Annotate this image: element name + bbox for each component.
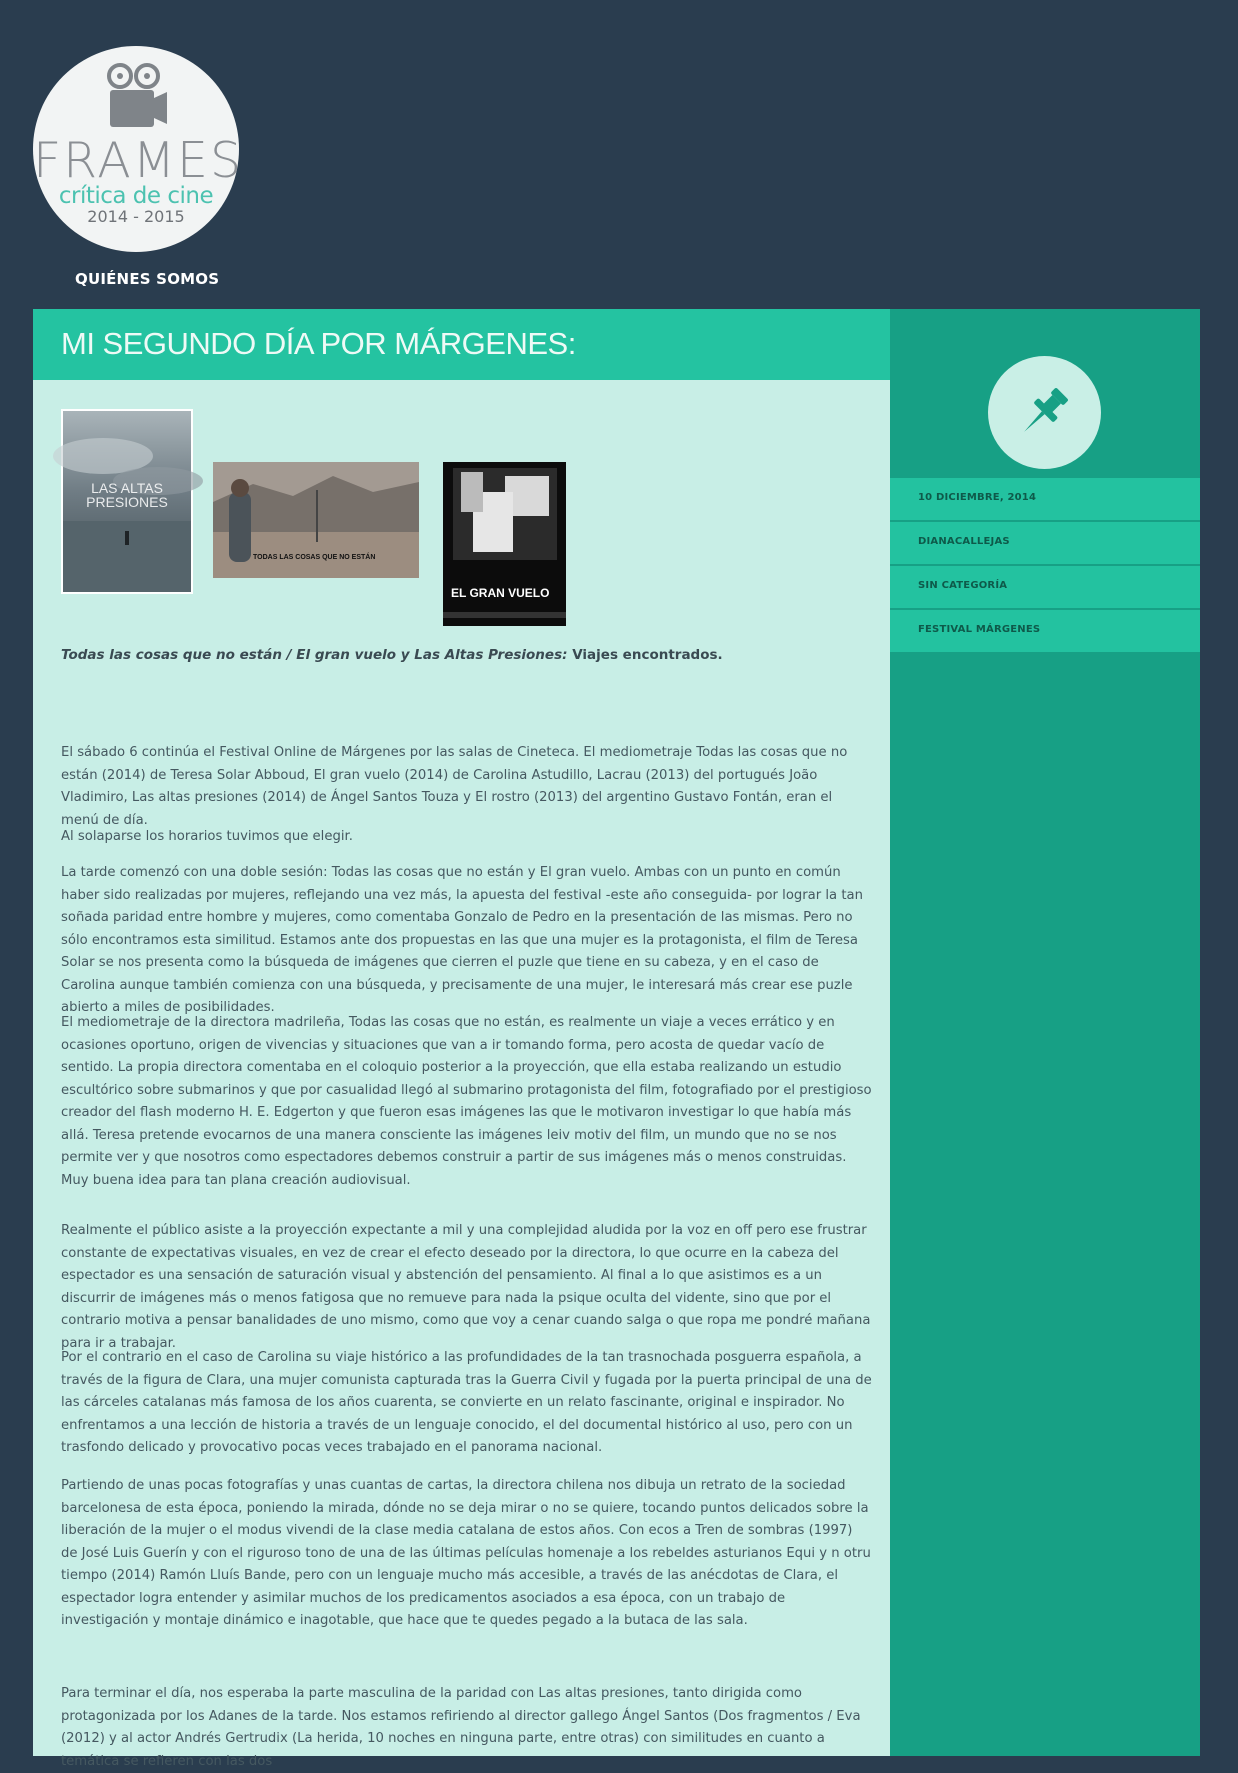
nav-link-quienes-somos[interactable]: QUIÉNES SOMOS: [75, 270, 220, 288]
post-title: MI SEGUNDO DÍA POR MÁRGENES:: [61, 326, 576, 361]
paragraph: Realmente el público asiste a la proyección expectante a mil y una complejidad aludida por la voz en off pero ese frustrar constante de expectativas visuales, en vez de crear el efecto deseado por la directora, lo que ocurre en la cabeza del espectador es una sensación de saturación visual y abstención del pensamiento. Al final a lo que asistimos es a un discurrir de imágenes más o menos fatigosa que no remueve para nada la psique oculta del vidente, sino que por el contrario motiva a pensar banalidades de uno mismo, como que voy a cenar cuando salga o que ropa me pondré mañana para ir a trabajar.: [61, 1223, 871, 1351]
paragraph: El sábado 6 continúa el Festival Online de Márgenes por las salas de Cineteca. El mediometraje Todas las cosas que no están (2014) de Teresa Solar Abboud, El gran vuelo (2014) de Carolina Astudillo, Lacrau (2013) del portugués João Vladimiro, Las altas presiones (2014) de Ángel Santos Touza y El rostro (2013) del argentino Gustavo Fontán, eran el menú de día.: [61, 745, 848, 828]
meta-author-label: DIANACALLEJAS: [918, 536, 1010, 547]
pushpin-badge: [988, 356, 1101, 469]
paragraph: Al solaparse los horarios tuvimos que elegir.: [61, 829, 353, 844]
post-meta-sidebar: [890, 309, 1200, 1756]
paragraph: Partiendo de unas pocas fotografías y unas cuantas de cartas, la directora chilena nos dibuja un retrato de la sociedad barcelonesa de esta época, poniendo la mirada, dónde no se deja mirar o no se quiere, tocando puntos delicados sobre la liberación de la mujer o el modus vivendi de la clase media catalana de estos años. Con ecos a Tren de sombras (1997) de José Luis Guerín y con el riguroso tono de una de las últimas películas homenaje a los rebeldes asturianos Equi y n otru tiempo (2014) Ramón Lluís Bande, pero con un lenguaje mucho más accesible, a través de las anécdotas de Clara, el espectador logra entender y asimilar muchos de los predicamentos asociados a esa época, con un trabajo de investigación y montaje dinámico e inagotable, que hace que te quedes pegado a la butaca de las sala.: [61, 1478, 871, 1628]
meta-tag[interactable]: [890, 610, 1200, 654]
meta-category[interactable]: [890, 566, 1200, 610]
poster-caption: EL GRAN VUELO: [451, 586, 550, 600]
post-subtitle: [61, 647, 861, 663]
meta-date-label: 10 DICIEMBRE, 2014: [918, 492, 1037, 503]
logo-years: 2014 - 2015: [87, 207, 185, 226]
post-content: [33, 309, 890, 1769]
meta-tag-label: FESTIVAL MÁRGENES: [918, 624, 1041, 635]
paragraph: El mediometraje de la directora madrileña, Todas las cosas que no están, es realmente un viaje a veces errático y en ocasiones oportuno, origen de vivencias y situaciones que van a ir tomando forma, pero acosta de quedar vacío de sentido. La propia directora comentaba en el coloquio posterior a la proyección, que ella estaba realizando un estudio escultórico sobre submarinos y que por casualidad llegó al submarino protagonista del film, fotografiado por el prestigioso creador del flash moderno H. E. Edgerton y que fueron esas imágenes las que le motivaron investigar lo que había más allá. Teresa pretende evocarnos de una manera consciente las imágenes leiv motiv del film, un mundo que no se nos permite ver y que nosotros como espectadores debemos construir a partir de sus imágenes más o menos construidas. Muy buena idea para tan plana creación audiovisual.: [61, 1015, 872, 1188]
poster-caption: TODAS LAS COSAS QUE NO ESTÁN: [253, 554, 376, 561]
meta-category-label: SIN CATEGORÍA: [918, 580, 1008, 591]
site-logo[interactable]: [33, 46, 244, 252]
meta-author[interactable]: [890, 522, 1200, 566]
paragraph: La tarde comenzó con una doble sesión: Todas las cosas que no están y El gran vuelo. Ambas con un punto en común haber sido realizadas por mujeres, reflejando una vez más, la apuesta del festival -este año conseguida- por lograr la tan soñada paridad entre hombre y mujeres, como comentaba Gonzalo de Pedro en la presentación de las mismas. Pero no sólo encontramos esta similitud. Estamos ante dos propuestas en las que una mujer es la protagonista, el film de Teresa Solar se nos presenta como la búsqueda de imágenes que cierren el puzle que tiene en su cabeza, y en el caso de Carolina aunque también comienza con una búsqueda, y precisamente de una mujer, le interesará más crear ese puzle abierto a miles de posibilidades.: [61, 865, 863, 1015]
paragraph: Para terminar el día, nos esperaba la parte masculina de la paridad con Las altas presiones, tanto dirigida como protagonizada por los Adanes de la tarde. Nos estamos refiriendo al director gallego Ángel Santos (Dos fragmentos / Eva (2012) y al actor Andrés Gertrudix (La herida, 10 noches en ninguna parte, entre otras) con similitudes en cuanto a temática se refieren con las dos: [61, 1686, 861, 1769]
poster-caption: LAS ALTAS PRESIONES: [86, 480, 168, 510]
poster-todas-las-cosas[interactable]: [213, 462, 419, 578]
pushpin-icon: [988, 356, 1101, 469]
poster-las-altas-presiones[interactable]: [61, 409, 193, 594]
post-title-bar: [33, 309, 890, 380]
paragraph: Por el contrario en el caso de Carolina su viaje histórico a las profundidades de la tan trasnochada posguerra española, a través de la figura de Clara, una mujer comunista capturada tras la Guerra Civil y fugada por la puerta principal de una de las cárceles catalanas más famosa de los años cuarenta, se convierte en un relato fascinante, original e inspirador. No enfrentamos a una lección de historia a través de un lenguaje conocido, el del documental histórico al uso, pero con un trasfondo delicado y provocativo pocas veces trabajado en el panorama nacional.: [61, 1350, 872, 1455]
post-subtitle-films: Todas las cosas que no están / El gran vuelo y Las Altas Presiones:: [61, 647, 568, 663]
logo-title: FRAMES: [33, 132, 244, 189]
poster-el-gran-vuelo[interactable]: [443, 462, 566, 626]
meta-date[interactable]: [890, 478, 1200, 522]
logo-subtitle: crítica de cine: [58, 183, 214, 209]
post-subtitle-tagline: Viajes encontrados.: [567, 647, 723, 663]
